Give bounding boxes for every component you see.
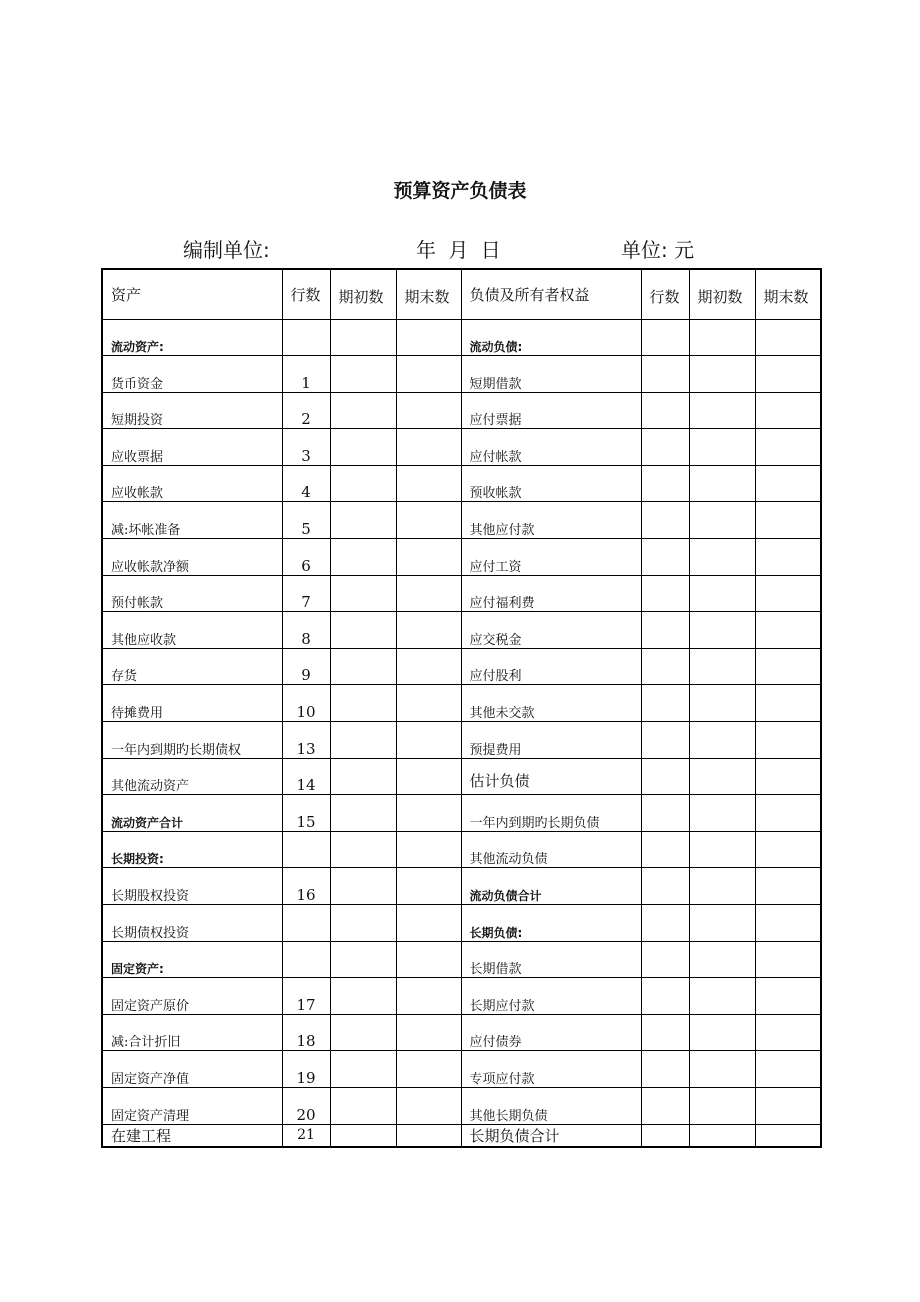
- asset-begin-value[interactable]: [330, 795, 396, 832]
- asset-begin-value[interactable]: [330, 758, 396, 795]
- liability-begin-value[interactable]: [689, 868, 755, 905]
- liability-end-value[interactable]: [755, 575, 821, 612]
- header-assets-end: 期末数: [396, 269, 461, 319]
- asset-label: 固定资产原价: [102, 978, 282, 1015]
- liability-begin-value[interactable]: [689, 831, 755, 868]
- liability-end-value[interactable]: [755, 722, 821, 759]
- liability-begin-value[interactable]: [689, 539, 755, 576]
- liability-line-number: [641, 831, 689, 868]
- liability-end-value[interactable]: [755, 465, 821, 502]
- liability-label: 长期应付款: [461, 978, 641, 1015]
- table-row: [102, 758, 821, 795]
- liability-label: 预提费用: [461, 722, 641, 759]
- liability-end-value[interactable]: [755, 356, 821, 393]
- liability-begin-value[interactable]: [689, 648, 755, 685]
- liability-end-value[interactable]: [755, 1014, 821, 1051]
- table-row: [102, 1051, 821, 1088]
- liability-end-value[interactable]: [755, 648, 821, 685]
- asset-label: 预付帐款: [102, 575, 282, 612]
- asset-end-value[interactable]: [396, 356, 461, 393]
- asset-end-value[interactable]: [396, 575, 461, 612]
- asset-begin-value[interactable]: [330, 356, 396, 393]
- date-label: 年 月 日: [416, 238, 501, 262]
- asset-end-value[interactable]: [396, 502, 461, 539]
- table-row: [102, 502, 821, 539]
- liability-label: 应交税金: [461, 612, 641, 649]
- asset-line-number: 19: [282, 1051, 330, 1088]
- table-row: [102, 392, 821, 429]
- asset-begin-value[interactable]: [330, 1124, 396, 1147]
- liability-end-value[interactable]: [755, 831, 821, 868]
- asset-label: 货币资金: [102, 356, 282, 393]
- asset-line-number: 16: [282, 868, 330, 905]
- liability-end-value[interactable]: [755, 429, 821, 466]
- liability-label: 短期借款: [461, 356, 641, 393]
- asset-label: 在建工程: [102, 1124, 282, 1147]
- asset-line-number: [282, 941, 330, 978]
- liability-end-value[interactable]: [755, 868, 821, 905]
- asset-begin-value[interactable]: [330, 648, 396, 685]
- liability-begin-value[interactable]: [689, 612, 755, 649]
- liability-begin-value[interactable]: [689, 978, 755, 1015]
- asset-label: 固定资产清理: [102, 1087, 282, 1124]
- liability-label: 应付票据: [461, 392, 641, 429]
- asset-label: 减:合计折旧: [102, 1014, 282, 1051]
- asset-line-number: 13: [282, 722, 330, 759]
- table-row: [102, 648, 821, 685]
- liability-begin-value[interactable]: [689, 905, 755, 942]
- liability-label: 长期负债:: [461, 905, 641, 942]
- liability-begin-value[interactable]: [689, 685, 755, 722]
- asset-line-number: 9: [282, 648, 330, 685]
- liability-label: 专项应付款: [461, 1051, 641, 1088]
- liability-line-number: [641, 1087, 689, 1124]
- liability-line-number: [641, 1051, 689, 1088]
- liability-line-number: [641, 795, 689, 832]
- liability-line-number: [641, 429, 689, 466]
- liability-label: 应付股利: [461, 648, 641, 685]
- liability-label: 流动负债:: [461, 319, 641, 356]
- asset-end-value[interactable]: [396, 392, 461, 429]
- asset-line-number: 8: [282, 612, 330, 649]
- asset-label: 存货: [102, 648, 282, 685]
- preparing-unit-label: 编制单位:: [183, 238, 270, 262]
- asset-begin-value[interactable]: [330, 905, 396, 942]
- asset-label: 长期股权投资: [102, 868, 282, 905]
- asset-label: 流动资产:: [102, 319, 282, 356]
- asset-line-number: 2: [282, 392, 330, 429]
- asset-line-number: [282, 831, 330, 868]
- asset-line-number: 14: [282, 758, 330, 795]
- asset-label: 待摊费用: [102, 685, 282, 722]
- liability-label: 长期借款: [461, 941, 641, 978]
- table-row: [102, 722, 821, 759]
- table-row: [102, 831, 821, 868]
- liability-line-number: [641, 648, 689, 685]
- asset-label: 流动资产合计: [102, 795, 282, 832]
- liability-end-value[interactable]: [755, 319, 821, 356]
- liability-end-value[interactable]: [755, 978, 821, 1015]
- liability-line-number: [641, 539, 689, 576]
- table-row: [102, 978, 821, 1015]
- asset-end-value[interactable]: [396, 758, 461, 795]
- asset-line-number: 1: [282, 356, 330, 393]
- liability-line-number: [641, 905, 689, 942]
- asset-line-number: 10: [282, 685, 330, 722]
- liability-line-number: [641, 612, 689, 649]
- asset-begin-value[interactable]: [330, 1087, 396, 1124]
- liability-line-number: [641, 722, 689, 759]
- liability-label: 一年内到期旳长期负债: [461, 795, 641, 832]
- asset-begin-value[interactable]: [330, 612, 396, 649]
- table-row: [102, 465, 821, 502]
- liability-end-value[interactable]: [755, 392, 821, 429]
- liability-begin-value[interactable]: [689, 429, 755, 466]
- asset-begin-value[interactable]: [330, 465, 396, 502]
- asset-label: 短期投资: [102, 392, 282, 429]
- table-row: [102, 575, 821, 612]
- liability-line-number: [641, 758, 689, 795]
- currency-unit-label: 单位: 元: [621, 238, 695, 262]
- table-row: [102, 612, 821, 649]
- table-row: [102, 685, 821, 722]
- asset-begin-value[interactable]: [330, 685, 396, 722]
- table-row: [102, 1014, 821, 1051]
- asset-line-number: 4: [282, 465, 330, 502]
- asset-begin-value[interactable]: [330, 941, 396, 978]
- asset-end-value[interactable]: [396, 1014, 461, 1051]
- asset-begin-value[interactable]: [330, 319, 396, 356]
- balance-sheet-table: [101, 268, 822, 1148]
- asset-end-value[interactable]: [396, 722, 461, 759]
- liability-end-value[interactable]: [755, 758, 821, 795]
- asset-line-number: 6: [282, 539, 330, 576]
- liability-label: 应付工资: [461, 539, 641, 576]
- asset-begin-value[interactable]: [330, 831, 396, 868]
- page-title: 预算资产负债表: [393, 180, 527, 202]
- asset-line-number: 18: [282, 1014, 330, 1051]
- asset-label: 其他流动资产: [102, 758, 282, 795]
- liability-label: 其他流动负债: [461, 831, 641, 868]
- header-assets-begin: 期初数: [330, 269, 396, 319]
- asset-label: 应收帐款: [102, 465, 282, 502]
- liability-begin-value[interactable]: [689, 1051, 755, 1088]
- liability-label: 应付帐款: [461, 429, 641, 466]
- liability-end-value[interactable]: [755, 905, 821, 942]
- asset-begin-value[interactable]: [330, 502, 396, 539]
- liability-line-number: [641, 868, 689, 905]
- asset-label: 长期债权投资: [102, 905, 282, 942]
- liability-begin-value[interactable]: [689, 502, 755, 539]
- liability-begin-value[interactable]: [689, 722, 755, 759]
- asset-begin-value[interactable]: [330, 868, 396, 905]
- table-row: [102, 795, 821, 832]
- asset-begin-value[interactable]: [330, 539, 396, 576]
- table-row: [102, 868, 821, 905]
- table-row: [102, 429, 821, 466]
- asset-line-number: 7: [282, 575, 330, 612]
- liability-label: 估计负债: [461, 758, 641, 795]
- liability-begin-value[interactable]: [689, 1014, 755, 1051]
- liability-label: 其他应付款: [461, 502, 641, 539]
- asset-label: 固定资产净值: [102, 1051, 282, 1088]
- header-row: [102, 269, 821, 319]
- asset-label: 固定资产:: [102, 941, 282, 978]
- liability-label: 应付福利费: [461, 575, 641, 612]
- asset-begin-value[interactable]: [330, 1014, 396, 1051]
- header-liab-end: 期末数: [755, 269, 821, 319]
- asset-begin-value[interactable]: [330, 429, 396, 466]
- asset-end-value[interactable]: [396, 429, 461, 466]
- table-row: [102, 539, 821, 576]
- header-liabilities: 负债及所有者权益: [461, 269, 641, 319]
- liability-label: 长期负债合计: [461, 1124, 641, 1147]
- liability-line-number: [641, 356, 689, 393]
- liability-begin-value[interactable]: [689, 356, 755, 393]
- asset-end-value[interactable]: [396, 1087, 461, 1124]
- liability-line-number: [641, 685, 689, 722]
- table-row: [102, 905, 821, 942]
- liability-line-number: [641, 502, 689, 539]
- table-row: [102, 941, 821, 978]
- table-row: [102, 356, 821, 393]
- liability-label: 应付债券: [461, 1014, 641, 1051]
- asset-end-value[interactable]: [396, 539, 461, 576]
- liability-label: 其他长期负债: [461, 1087, 641, 1124]
- asset-line-number: 21: [282, 1124, 330, 1147]
- header-assets: 资产: [102, 269, 282, 319]
- table-row: [102, 319, 821, 356]
- liability-label: 其他未交款: [461, 685, 641, 722]
- liability-begin-value[interactable]: [689, 392, 755, 429]
- liability-end-value[interactable]: [755, 612, 821, 649]
- asset-label: 长期投资:: [102, 831, 282, 868]
- liability-end-value[interactable]: [755, 539, 821, 576]
- asset-end-value[interactable]: [396, 465, 461, 502]
- asset-line-number: 15: [282, 795, 330, 832]
- liability-label: 流动负债合计: [461, 868, 641, 905]
- liability-line-number: [641, 978, 689, 1015]
- asset-end-value[interactable]: [396, 831, 461, 868]
- asset-line-number: [282, 905, 330, 942]
- asset-label: 减:坏帐准备: [102, 502, 282, 539]
- asset-end-value[interactable]: [396, 868, 461, 905]
- liability-begin-value[interactable]: [689, 941, 755, 978]
- asset-end-value[interactable]: [396, 795, 461, 832]
- asset-end-value[interactable]: [396, 941, 461, 978]
- liability-end-value[interactable]: [755, 502, 821, 539]
- asset-end-value[interactable]: [396, 612, 461, 649]
- table-row: [102, 1124, 821, 1147]
- asset-begin-value[interactable]: [330, 978, 396, 1015]
- liability-line-number: [641, 575, 689, 612]
- asset-line-number: 17: [282, 978, 330, 1015]
- asset-end-value[interactable]: [396, 1124, 461, 1147]
- asset-end-value[interactable]: [396, 978, 461, 1015]
- asset-label: 应收票据: [102, 429, 282, 466]
- table-row: [102, 1087, 821, 1124]
- asset-begin-value[interactable]: [330, 722, 396, 759]
- asset-line-number: 3: [282, 429, 330, 466]
- liability-begin-value[interactable]: [689, 795, 755, 832]
- liability-line-number: [641, 465, 689, 502]
- asset-label: 应收帐款净额: [102, 539, 282, 576]
- liability-begin-value[interactable]: [689, 758, 755, 795]
- liability-end-value[interactable]: [755, 795, 821, 832]
- asset-line-number: [282, 319, 330, 356]
- asset-end-value[interactable]: [396, 1051, 461, 1088]
- liability-end-value[interactable]: [755, 1087, 821, 1124]
- asset-line-number: 5: [282, 502, 330, 539]
- asset-line-number: 20: [282, 1087, 330, 1124]
- liability-begin-value[interactable]: [689, 319, 755, 356]
- asset-begin-value[interactable]: [330, 392, 396, 429]
- asset-begin-value[interactable]: [330, 575, 396, 612]
- liability-end-value[interactable]: [755, 941, 821, 978]
- asset-begin-value[interactable]: [330, 1051, 396, 1088]
- liability-line-number: [641, 392, 689, 429]
- asset-end-value[interactable]: [396, 685, 461, 722]
- liability-end-value[interactable]: [755, 1051, 821, 1088]
- asset-end-value[interactable]: [396, 905, 461, 942]
- liability-line-number: [641, 941, 689, 978]
- asset-end-value[interactable]: [396, 319, 461, 356]
- liability-line-number: [641, 319, 689, 356]
- liability-end-value[interactable]: [755, 685, 821, 722]
- header-assets-line: 行数: [282, 269, 330, 319]
- liability-begin-value[interactable]: [689, 1124, 755, 1147]
- liability-label: 预收帐款: [461, 465, 641, 502]
- liability-line-number: [641, 1014, 689, 1051]
- asset-label: 其他应收款: [102, 612, 282, 649]
- liability-begin-value[interactable]: [689, 575, 755, 612]
- liability-end-value[interactable]: [755, 1124, 821, 1147]
- liability-line-number: [641, 1124, 689, 1147]
- header-liab-begin: 期初数: [689, 269, 755, 319]
- asset-label: 一年内到期旳长期债权: [102, 722, 282, 759]
- liability-begin-value[interactable]: [689, 1087, 755, 1124]
- liability-begin-value[interactable]: [689, 465, 755, 502]
- header-liab-line: 行数: [641, 269, 689, 319]
- asset-end-value[interactable]: [396, 648, 461, 685]
